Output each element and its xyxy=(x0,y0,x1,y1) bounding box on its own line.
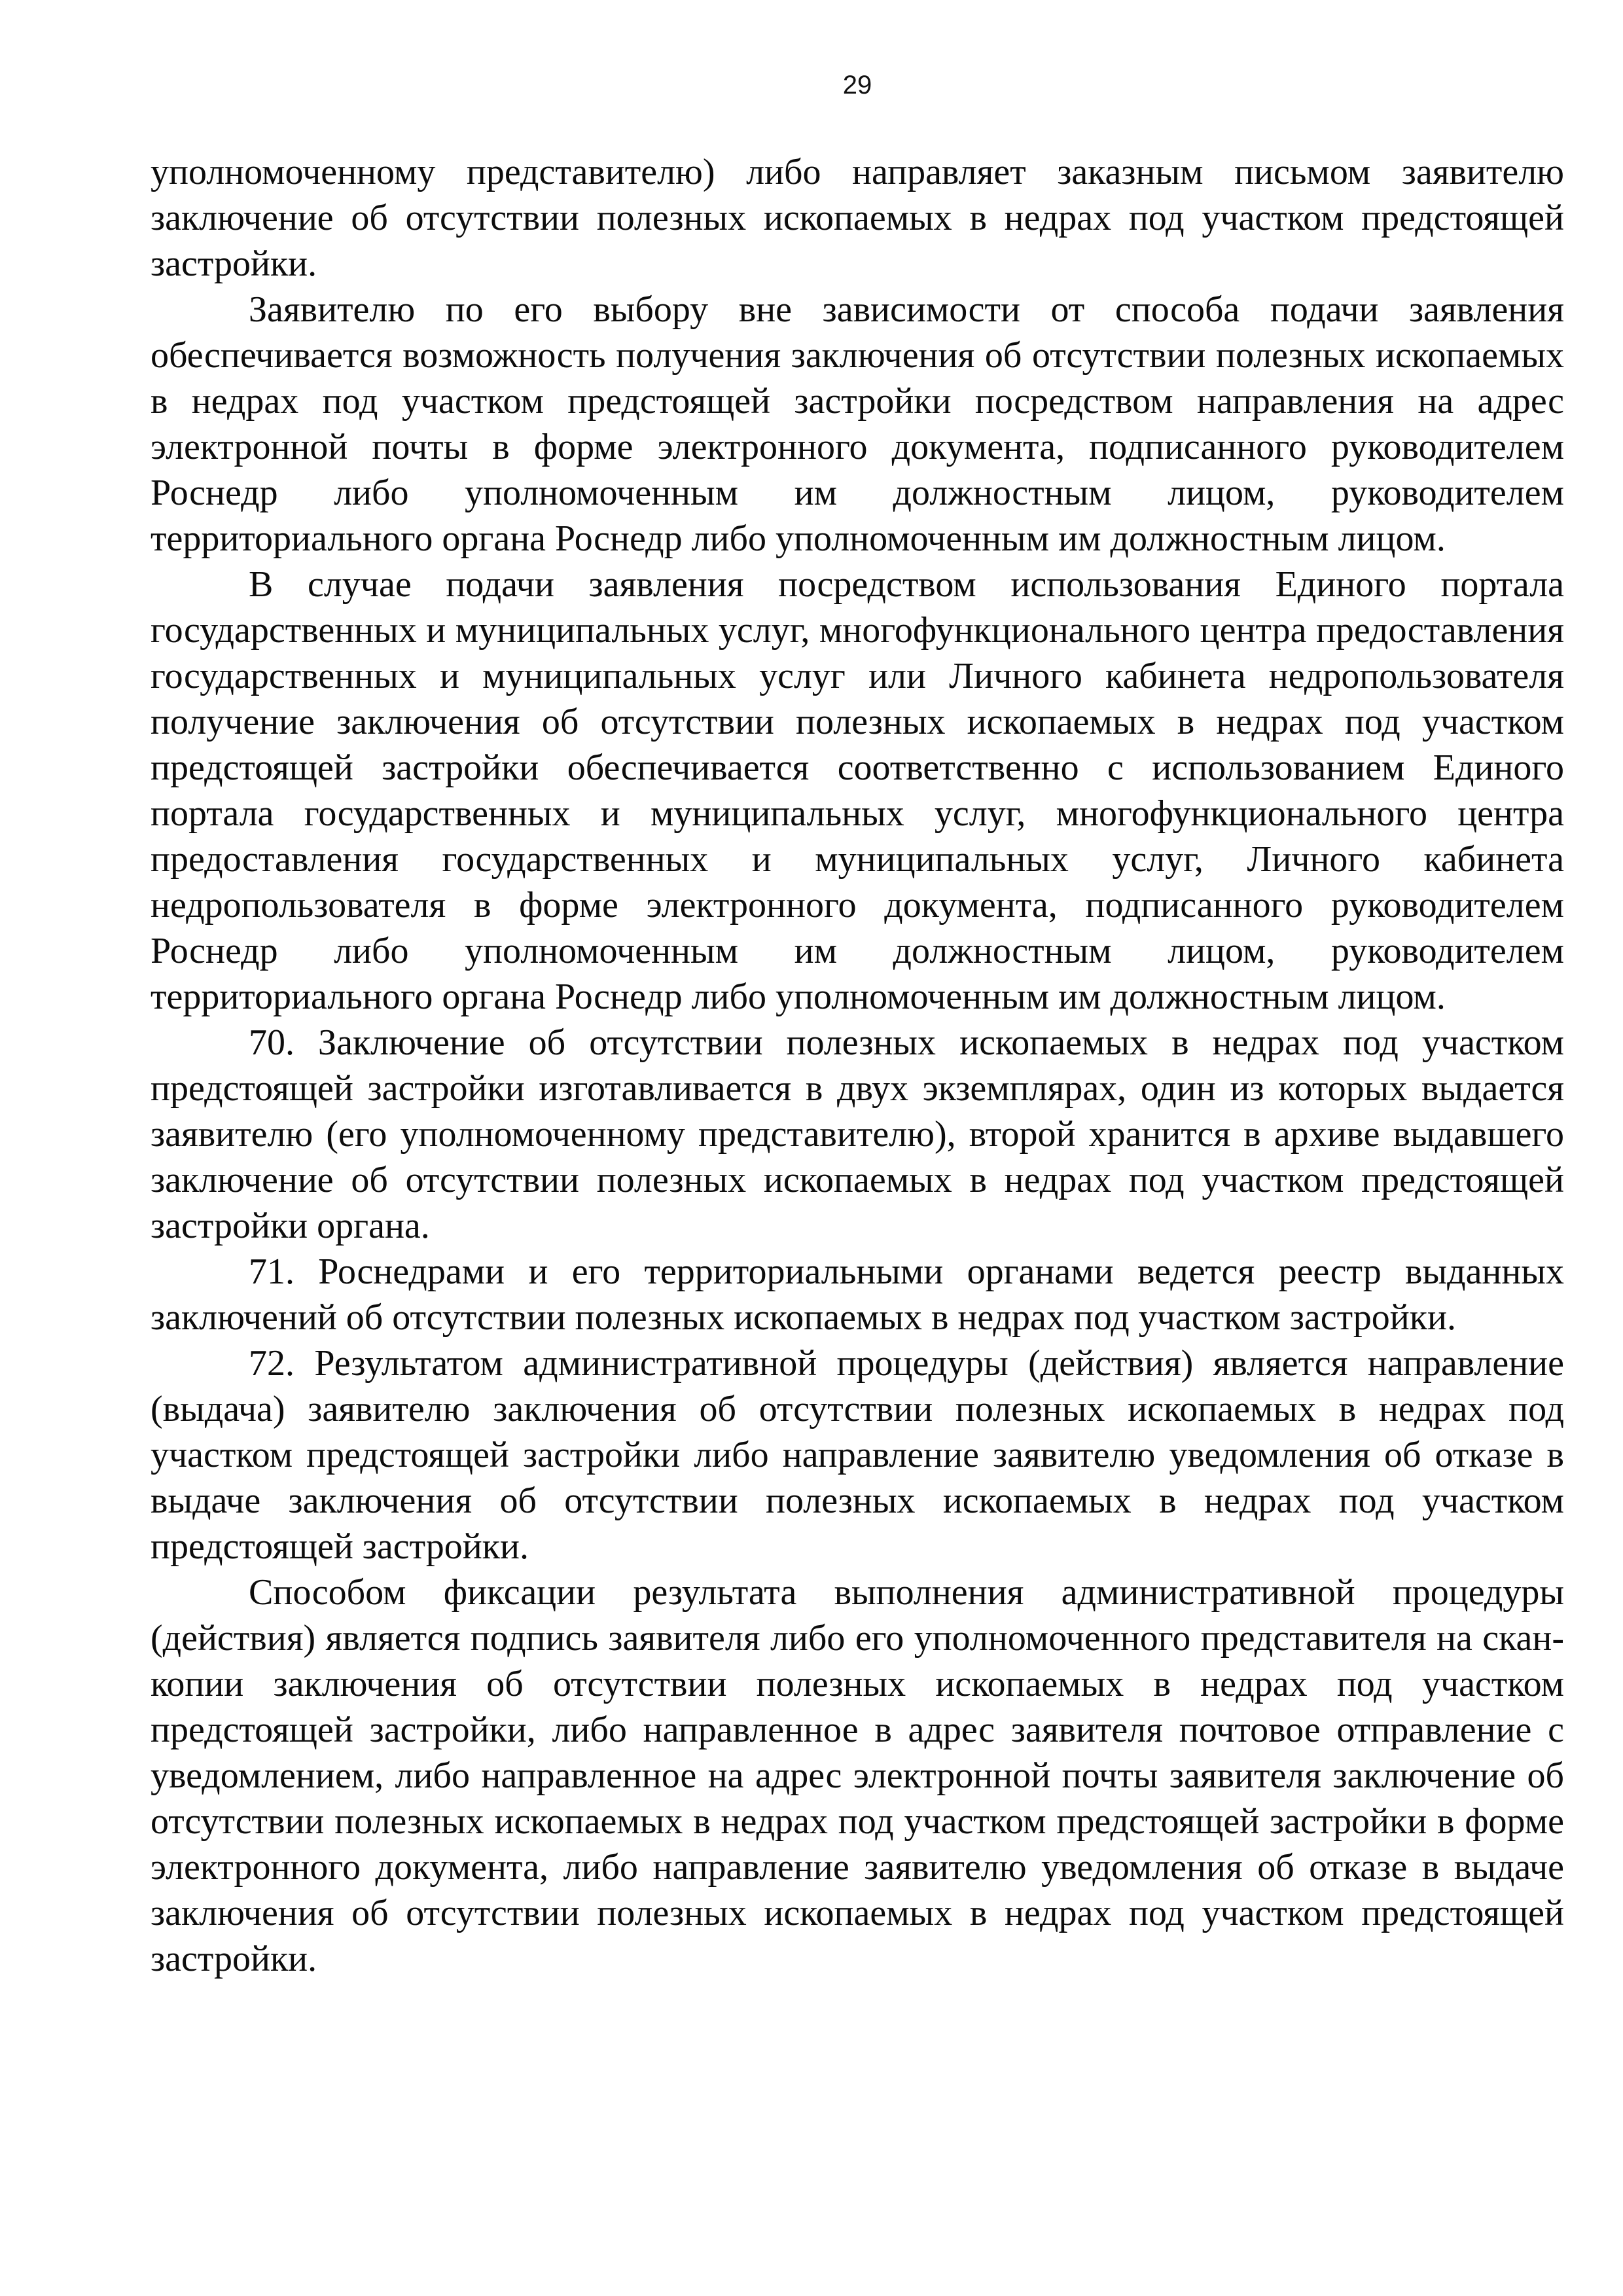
paragraph-email-delivery: Заявителю по его выбору вне зависимости от способа подачи заявления обеспечивается возможность получения заключения об отсутствии полезных ископаемых в недрах под участком предстоящей застройки посредством направления на адрес электронной почты в форме электронного документа, подписанного руководителем Роснедр либо уполномоченным им должностным лицом, руководителем территориального органа Роснедр либо уполномоченным им должностным лицом. xyxy=(151,289,1564,559)
document-body xyxy=(151,149,1564,1982)
paragraph-continuation: уполномоченному представителю) либо направляет заказным письмом заявителю заключение об отсутствии полезных ископаемых в недрах под участком предстоящей застройки. xyxy=(151,152,1564,284)
paragraph-fixation-method: Способом фиксации результата выполнения административной процедуры (действия) является подпись заявителя либо его уполномоченного представителя на скан-копии заключения об отсутствии полезных ископаемых в недрах под участком предстоящей застройки, либо направленное в адрес заявителя почтовое отправление с уведомлением, либо направленное на адрес электронной почты заявителя заключение об отсутствии полезных ископаемых в недрах под участком предстоящей застройки в форме электронного документа, либо направление заявителю уведомления об отказе в выдаче заключения об отсутствии полезных ископаемых в недрах под участком предстоящей застройки. xyxy=(151,1572,1564,1979)
paragraph-item-72: 72. Результатом административной процедуры (действия) является направление (выдача) заявителю заключения об отсутствии полезных ископаемых в недрах под участком предстоящей застройки либо направление заявителю уведомления об отказе в выдаче заключения об отсутствии полезных ископаемых в недрах под участком предстоящей застройки. xyxy=(151,1343,1564,1567)
paragraph-item-70: 70. Заключение об отсутствии полезных ископаемых в недрах под участком предстоящей застройки изготавливается в двух экземплярах, один из которых выдается заявителю (его уполномоченному представителю), второй хранится в архиве выдавшего заключение об отсутствии полезных ископаемых в недрах под участком предстоящей застройки органа. xyxy=(151,1022,1564,1246)
paragraph-portal-delivery: В случае подачи заявления посредством использования Единого портала государственных и муниципальных услуг, многофункционального центра предоставления государственных и муниципальных услуг или Личного кабинета недропользователя получение заключения об отсутствии полезных ископаемых в недрах под участком предстоящей застройки обеспечивается соответственно с использованием Единого портала государственных и муниципальных услуг, многофункционального центра предоставления государственных и муниципальных услуг, Личного кабинета недропользователя в форме электронного документа, подписанного руководителем Роснедр либо уполномоченным им должностным лицом, руководителем территориального органа Роснедр либо уполномоченным им должностным лицом. xyxy=(151,564,1564,1017)
page-number: 29 xyxy=(842,71,872,99)
paragraph-item-71: 71. Роснедрами и его территориальными органами ведется реестр выданных заключений об отсутствии полезных ископаемых в недрах под участком застройки. xyxy=(151,1251,1564,1338)
